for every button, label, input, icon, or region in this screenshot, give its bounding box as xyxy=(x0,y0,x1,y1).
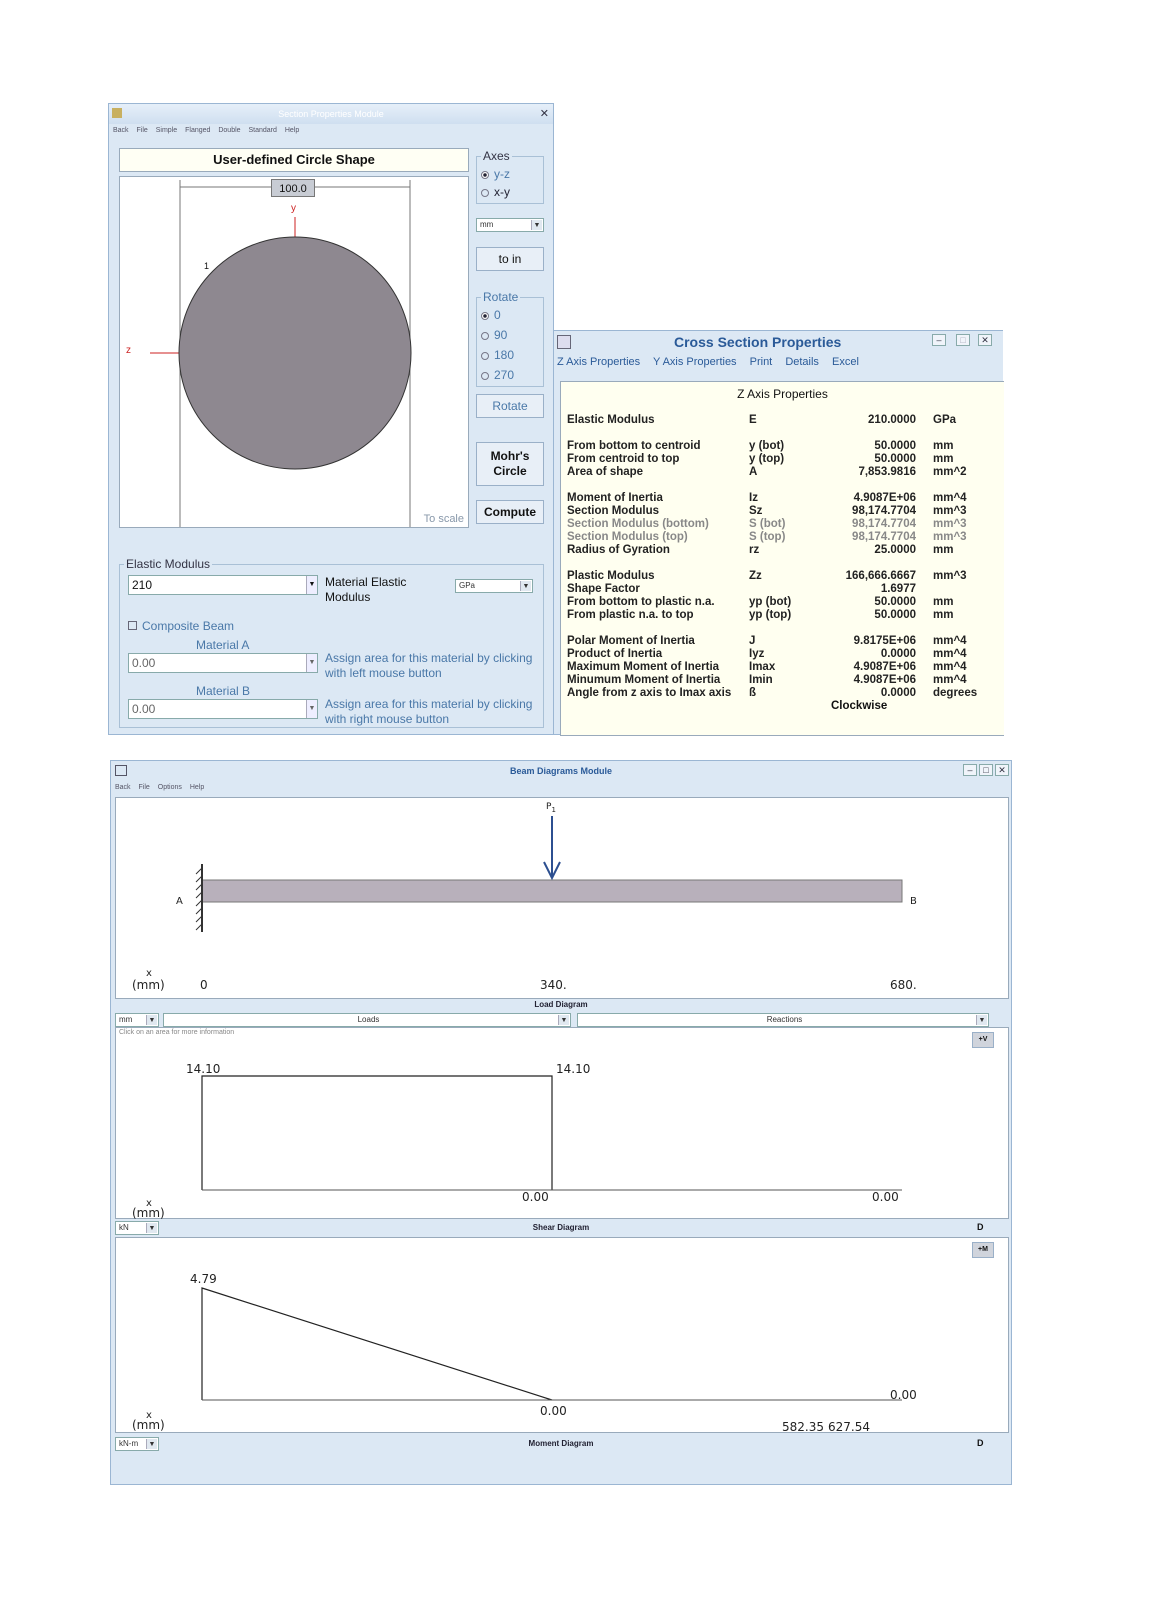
rotate-radio-90[interactable]: 90 xyxy=(481,328,507,342)
beam-title: Beam Diagrams Module xyxy=(509,766,613,776)
menu-excel[interactable]: Excel xyxy=(832,356,859,368)
rotate-radio-180[interactable]: 180 xyxy=(481,348,514,362)
menu-help[interactable]: Help xyxy=(189,784,205,791)
props-table xyxy=(560,381,1004,736)
property-label: Product of Inertia xyxy=(567,648,663,660)
material-elastic-label: Material Elastic Modulus xyxy=(325,575,407,604)
shear-label-end: 0.00 xyxy=(872,1190,899,1204)
elastic-modulus-input[interactable]: 210 ▼ xyxy=(128,575,318,595)
to-in-button[interactable]: to in xyxy=(476,247,544,271)
property-row xyxy=(561,609,1004,622)
property-unit: mm^3 xyxy=(933,518,967,530)
moment-x-unit: (mm) xyxy=(132,1418,165,1432)
property-row xyxy=(561,635,1004,648)
property-value: 25.0000 xyxy=(874,544,916,556)
property-symbol: S (bot) xyxy=(749,518,786,530)
to-scale-label: To scale xyxy=(423,513,464,525)
moment-label-start: 4.79 xyxy=(190,1272,217,1286)
material-b-input[interactable]: 0.00 ▼ xyxy=(128,699,318,719)
property-value: 0.0000 xyxy=(880,687,916,699)
section-properties-window xyxy=(108,103,554,735)
moment-curve xyxy=(202,1288,552,1400)
property-symbol: Sz xyxy=(749,505,763,517)
property-value: 7,853.9816 xyxy=(858,466,916,478)
composite-beam-checkbox[interactable]: Composite Beam xyxy=(128,619,234,633)
menu-details[interactable]: Details xyxy=(785,356,819,368)
load-diagram-label: Load Diagram xyxy=(534,1000,588,1009)
property-symbol: Iz xyxy=(749,492,758,504)
shear-x-unit: (mm) xyxy=(132,1206,165,1220)
props-menu xyxy=(557,356,859,368)
property-value: 50.0000 xyxy=(874,440,916,452)
property-label: Elastic Modulus xyxy=(567,414,655,426)
minimize-icon[interactable]: – xyxy=(963,764,977,776)
property-symbol: yp (top) xyxy=(749,609,792,621)
menu-options[interactable]: Options xyxy=(157,784,182,791)
menu-standard[interactable]: Standard xyxy=(248,127,277,134)
property-value: 98,174.7704 xyxy=(852,531,916,543)
axes-group-label: Axes xyxy=(483,149,510,163)
menu-help[interactable]: Help xyxy=(284,127,300,134)
property-unit: mm^4 xyxy=(933,648,967,660)
shear-x-label: x xyxy=(146,1198,152,1209)
property-unit: degrees xyxy=(933,687,978,699)
close-icon[interactable]: ✕ xyxy=(995,764,1009,776)
moment-label-end: 0.00 xyxy=(890,1388,917,1402)
material-a-label: Material A xyxy=(196,638,250,652)
load-p-label: $P_1$ xyxy=(546,802,556,814)
axes-radio-xy[interactable]: x-y xyxy=(481,185,510,199)
property-unit: mm^2 xyxy=(933,466,967,478)
menu-flanged[interactable]: Flanged xyxy=(185,127,211,134)
shear-corner-d[interactable]: D xyxy=(977,1222,984,1232)
property-label: Area of shape xyxy=(567,466,644,478)
property-label: Section Modulus (top) xyxy=(567,531,688,543)
beam-body xyxy=(202,880,902,902)
shape-title: User-defined Circle Shape xyxy=(213,152,375,167)
property-label: Radius of Gyration xyxy=(567,544,670,556)
property-symbol: rz xyxy=(749,544,760,556)
property-row xyxy=(561,518,1004,531)
x-label: x xyxy=(146,968,152,979)
moment-position-1: 582.35 xyxy=(782,1420,824,1434)
property-row xyxy=(561,544,1004,557)
props-heading: Z Axis Properties xyxy=(737,387,828,401)
property-row xyxy=(561,440,1004,453)
shear-diagram-label: Shear Diagram xyxy=(532,1223,590,1232)
menu-file[interactable]: File xyxy=(136,127,148,134)
maximize-icon[interactable]: □ xyxy=(979,764,993,776)
beam-titlebar[interactable] xyxy=(111,761,1011,781)
property-label: Plastic Modulus xyxy=(567,570,655,582)
property-symbol: J xyxy=(749,635,756,647)
compute-button[interactable]: Compute xyxy=(476,500,544,524)
property-unit: mm^4 xyxy=(933,661,967,673)
clockwise-label: Clockwise xyxy=(831,700,888,712)
property-symbol: yp (bot) xyxy=(749,596,792,608)
property-label: Moment of Inertia xyxy=(567,492,663,504)
property-label: From plastic n.a. to top xyxy=(567,609,694,621)
property-unit: mm xyxy=(933,596,954,608)
length-unit-select[interactable]: mm ▼ xyxy=(476,218,544,232)
app-icon xyxy=(112,108,122,118)
moment-position-2: 627.54 xyxy=(828,1420,870,1434)
material-a-hint: Assign area for this material by clicking with left mouse button xyxy=(325,651,533,680)
property-row xyxy=(561,583,1004,596)
property-value: 98,174.7704 xyxy=(852,518,916,530)
property-label: Minumum Moment of Inertia xyxy=(567,674,721,686)
elastic-modulus-group xyxy=(119,557,544,728)
mohrs-circle-button[interactable]: Mohr's Circle xyxy=(476,442,544,486)
rotate-radio-0[interactable]: 0 xyxy=(481,308,501,322)
moment-sign-button[interactable]: +M xyxy=(972,1242,994,1258)
property-value: 50.0000 xyxy=(874,609,916,621)
calculator-icon xyxy=(557,335,571,349)
point-label: 1 xyxy=(204,261,210,271)
window-titlebar[interactable] xyxy=(109,104,553,124)
moment-chart xyxy=(116,1238,1008,1432)
moment-corner-d[interactable]: D xyxy=(977,1438,984,1448)
property-value: 98,174.7704 xyxy=(852,505,916,517)
beam-diagrams-window xyxy=(110,760,1012,1485)
property-label: Section Modulus (bottom) xyxy=(567,518,709,530)
props-title: Cross Section Properties xyxy=(674,334,842,350)
property-value: 4.9087E+06 xyxy=(853,492,916,504)
property-label: From centroid to top xyxy=(567,453,680,465)
menu-simple[interactable]: Simple xyxy=(155,127,178,134)
info-hint: Click on an area for more information xyxy=(119,1029,235,1036)
moment-x-label: x xyxy=(146,1410,152,1421)
rotate-radio-270[interactable]: 270 xyxy=(481,368,514,382)
property-value: 0.0000 xyxy=(880,648,916,660)
shear-curve xyxy=(202,1076,552,1190)
property-symbol: E xyxy=(749,414,757,426)
property-value: 50.0000 xyxy=(874,596,916,608)
load-diagram-drawing xyxy=(116,798,1008,998)
property-row xyxy=(561,466,1004,479)
x-tick-340: 340. xyxy=(540,978,567,992)
property-row xyxy=(561,505,1004,518)
menu-back[interactable]: Back xyxy=(115,784,131,791)
shear-diagram-panel[interactable] xyxy=(115,1027,1009,1219)
property-unit: mm^4 xyxy=(933,674,967,686)
elastic-group-label: Elastic Modulus xyxy=(126,557,211,571)
property-row xyxy=(561,661,1004,674)
x-tick-0: 0 xyxy=(200,978,208,992)
property-symbol: y (bot) xyxy=(749,440,785,452)
property-value: 210.0000 xyxy=(868,414,916,426)
property-label: From bottom to plastic n.a. xyxy=(567,596,715,608)
menu-bar xyxy=(109,124,553,138)
property-unit: mm^4 xyxy=(933,635,967,647)
x-unit-label: (mm) xyxy=(132,978,165,992)
moment-diagram-panel[interactable] xyxy=(115,1237,1009,1433)
props-titlebar[interactable] xyxy=(554,331,1003,353)
property-value: 4.9087E+06 xyxy=(853,661,916,673)
cross-section-properties-window xyxy=(553,330,1003,735)
property-unit: mm xyxy=(933,440,954,452)
property-symbol: S (top) xyxy=(749,531,786,543)
load-diagram-panel[interactable] xyxy=(115,797,1009,999)
property-symbol: y (top) xyxy=(749,453,785,465)
dimension-value: 100.0 xyxy=(279,183,307,195)
loads-select[interactable]: Loads ▼ xyxy=(163,1013,571,1027)
circle-shape xyxy=(179,237,411,469)
shear-label-mid-bottom: 0.00 xyxy=(522,1190,549,1204)
property-symbol: Iyz xyxy=(749,648,765,660)
shear-sign-button[interactable]: +V xyxy=(972,1032,994,1048)
axes-group xyxy=(476,149,544,204)
property-unit: GPa xyxy=(933,414,957,426)
y-axis-label: y xyxy=(291,203,296,214)
property-value: 166,666.6667 xyxy=(845,570,916,582)
close-icon[interactable]: ✕ xyxy=(978,334,992,346)
minimize-icon[interactable]: – xyxy=(932,334,946,346)
close-icon[interactable]: ✕ xyxy=(539,108,549,120)
menu-z-axis[interactable]: Z Axis Properties xyxy=(557,356,641,368)
menu-back[interactable]: Back xyxy=(113,127,129,134)
rotate-button[interactable]: Rotate xyxy=(476,394,544,418)
property-row xyxy=(561,674,1004,687)
beam-unit-select[interactable]: mm ▼ xyxy=(115,1013,159,1027)
property-label: Polar Moment of Inertia xyxy=(567,635,695,647)
property-symbol: A xyxy=(749,466,758,478)
property-symbol: Imax xyxy=(749,661,776,673)
shear-label-start: 14.10 xyxy=(186,1062,221,1076)
property-symbol: Zz xyxy=(749,570,762,582)
rotate-group xyxy=(476,290,544,387)
property-label: From bottom to centroid xyxy=(567,440,701,452)
material-b-hint: Assign area for this material by clicking with right mouse button xyxy=(325,697,533,726)
window-title: Section Properties Module xyxy=(278,109,384,119)
menu-y-axis[interactable]: Y Axis Properties xyxy=(653,356,737,368)
property-unit: mm^4 xyxy=(933,492,967,504)
rotate-group-label: Rotate xyxy=(483,290,519,304)
property-row xyxy=(561,414,1004,427)
property-unit: mm xyxy=(933,609,954,621)
property-symbol: Imin xyxy=(749,674,773,686)
axes-radio-yz[interactable]: y-z xyxy=(481,167,510,181)
menu-print[interactable]: Print xyxy=(749,356,773,368)
support-b-label: B xyxy=(910,896,917,907)
shear-label-mid-top: 14.10 xyxy=(556,1062,591,1076)
property-row xyxy=(561,648,1004,661)
property-label: Maximum Moment of Inertia xyxy=(567,661,720,673)
reactions-select[interactable]: Reactions ▼ xyxy=(577,1013,989,1027)
menu-file[interactable]: File xyxy=(138,784,150,791)
material-a-input[interactable]: 0.00 ▼ xyxy=(128,653,318,673)
property-symbol: ß xyxy=(749,687,757,699)
dimension-box[interactable] xyxy=(271,179,315,197)
menu-double[interactable]: Double xyxy=(218,127,241,134)
beam-menu xyxy=(111,781,1011,795)
moment-label-mid: 0.00 xyxy=(540,1404,567,1418)
property-unit: mm^3 xyxy=(933,570,967,582)
shape-title-box xyxy=(119,148,469,172)
property-row xyxy=(561,453,1004,466)
property-unit: mm xyxy=(933,544,954,556)
property-value: 4.9087E+06 xyxy=(853,674,916,686)
z-axis-label: z xyxy=(126,345,131,356)
property-value: 1.6977 xyxy=(880,583,916,595)
checkbox-icon xyxy=(128,621,137,630)
property-row xyxy=(561,596,1004,609)
support-a-label: A xyxy=(176,896,183,907)
property-label: Angle from z axis to Imax axis xyxy=(567,687,732,699)
property-unit: mm^3 xyxy=(933,531,967,543)
shape-drawing xyxy=(120,177,468,527)
property-value: 9.8175E+06 xyxy=(853,635,916,647)
moment-unit-select[interactable]: kN-m ▼ xyxy=(115,1437,159,1451)
moment-diagram-label: Moment Diagram xyxy=(528,1439,594,1448)
elastic-unit-select[interactable]: GPa ▼ xyxy=(455,579,533,593)
maximize-icon[interactable]: □ xyxy=(956,334,970,346)
property-label: Shape Factor xyxy=(567,583,640,595)
property-label: Section Modulus xyxy=(567,505,659,517)
property-unit: mm xyxy=(933,453,954,465)
property-unit: mm^3 xyxy=(933,505,967,517)
property-row xyxy=(561,492,1004,505)
property-row xyxy=(561,687,1004,700)
material-b-label: Material B xyxy=(196,684,251,698)
property-row xyxy=(561,531,1004,544)
x-tick-680: 680. xyxy=(890,978,917,992)
shear-unit-select[interactable]: kN ▼ xyxy=(115,1221,159,1235)
property-value: 50.0000 xyxy=(874,453,916,465)
property-row xyxy=(561,570,1004,583)
shape-canvas[interactable] xyxy=(119,176,469,528)
